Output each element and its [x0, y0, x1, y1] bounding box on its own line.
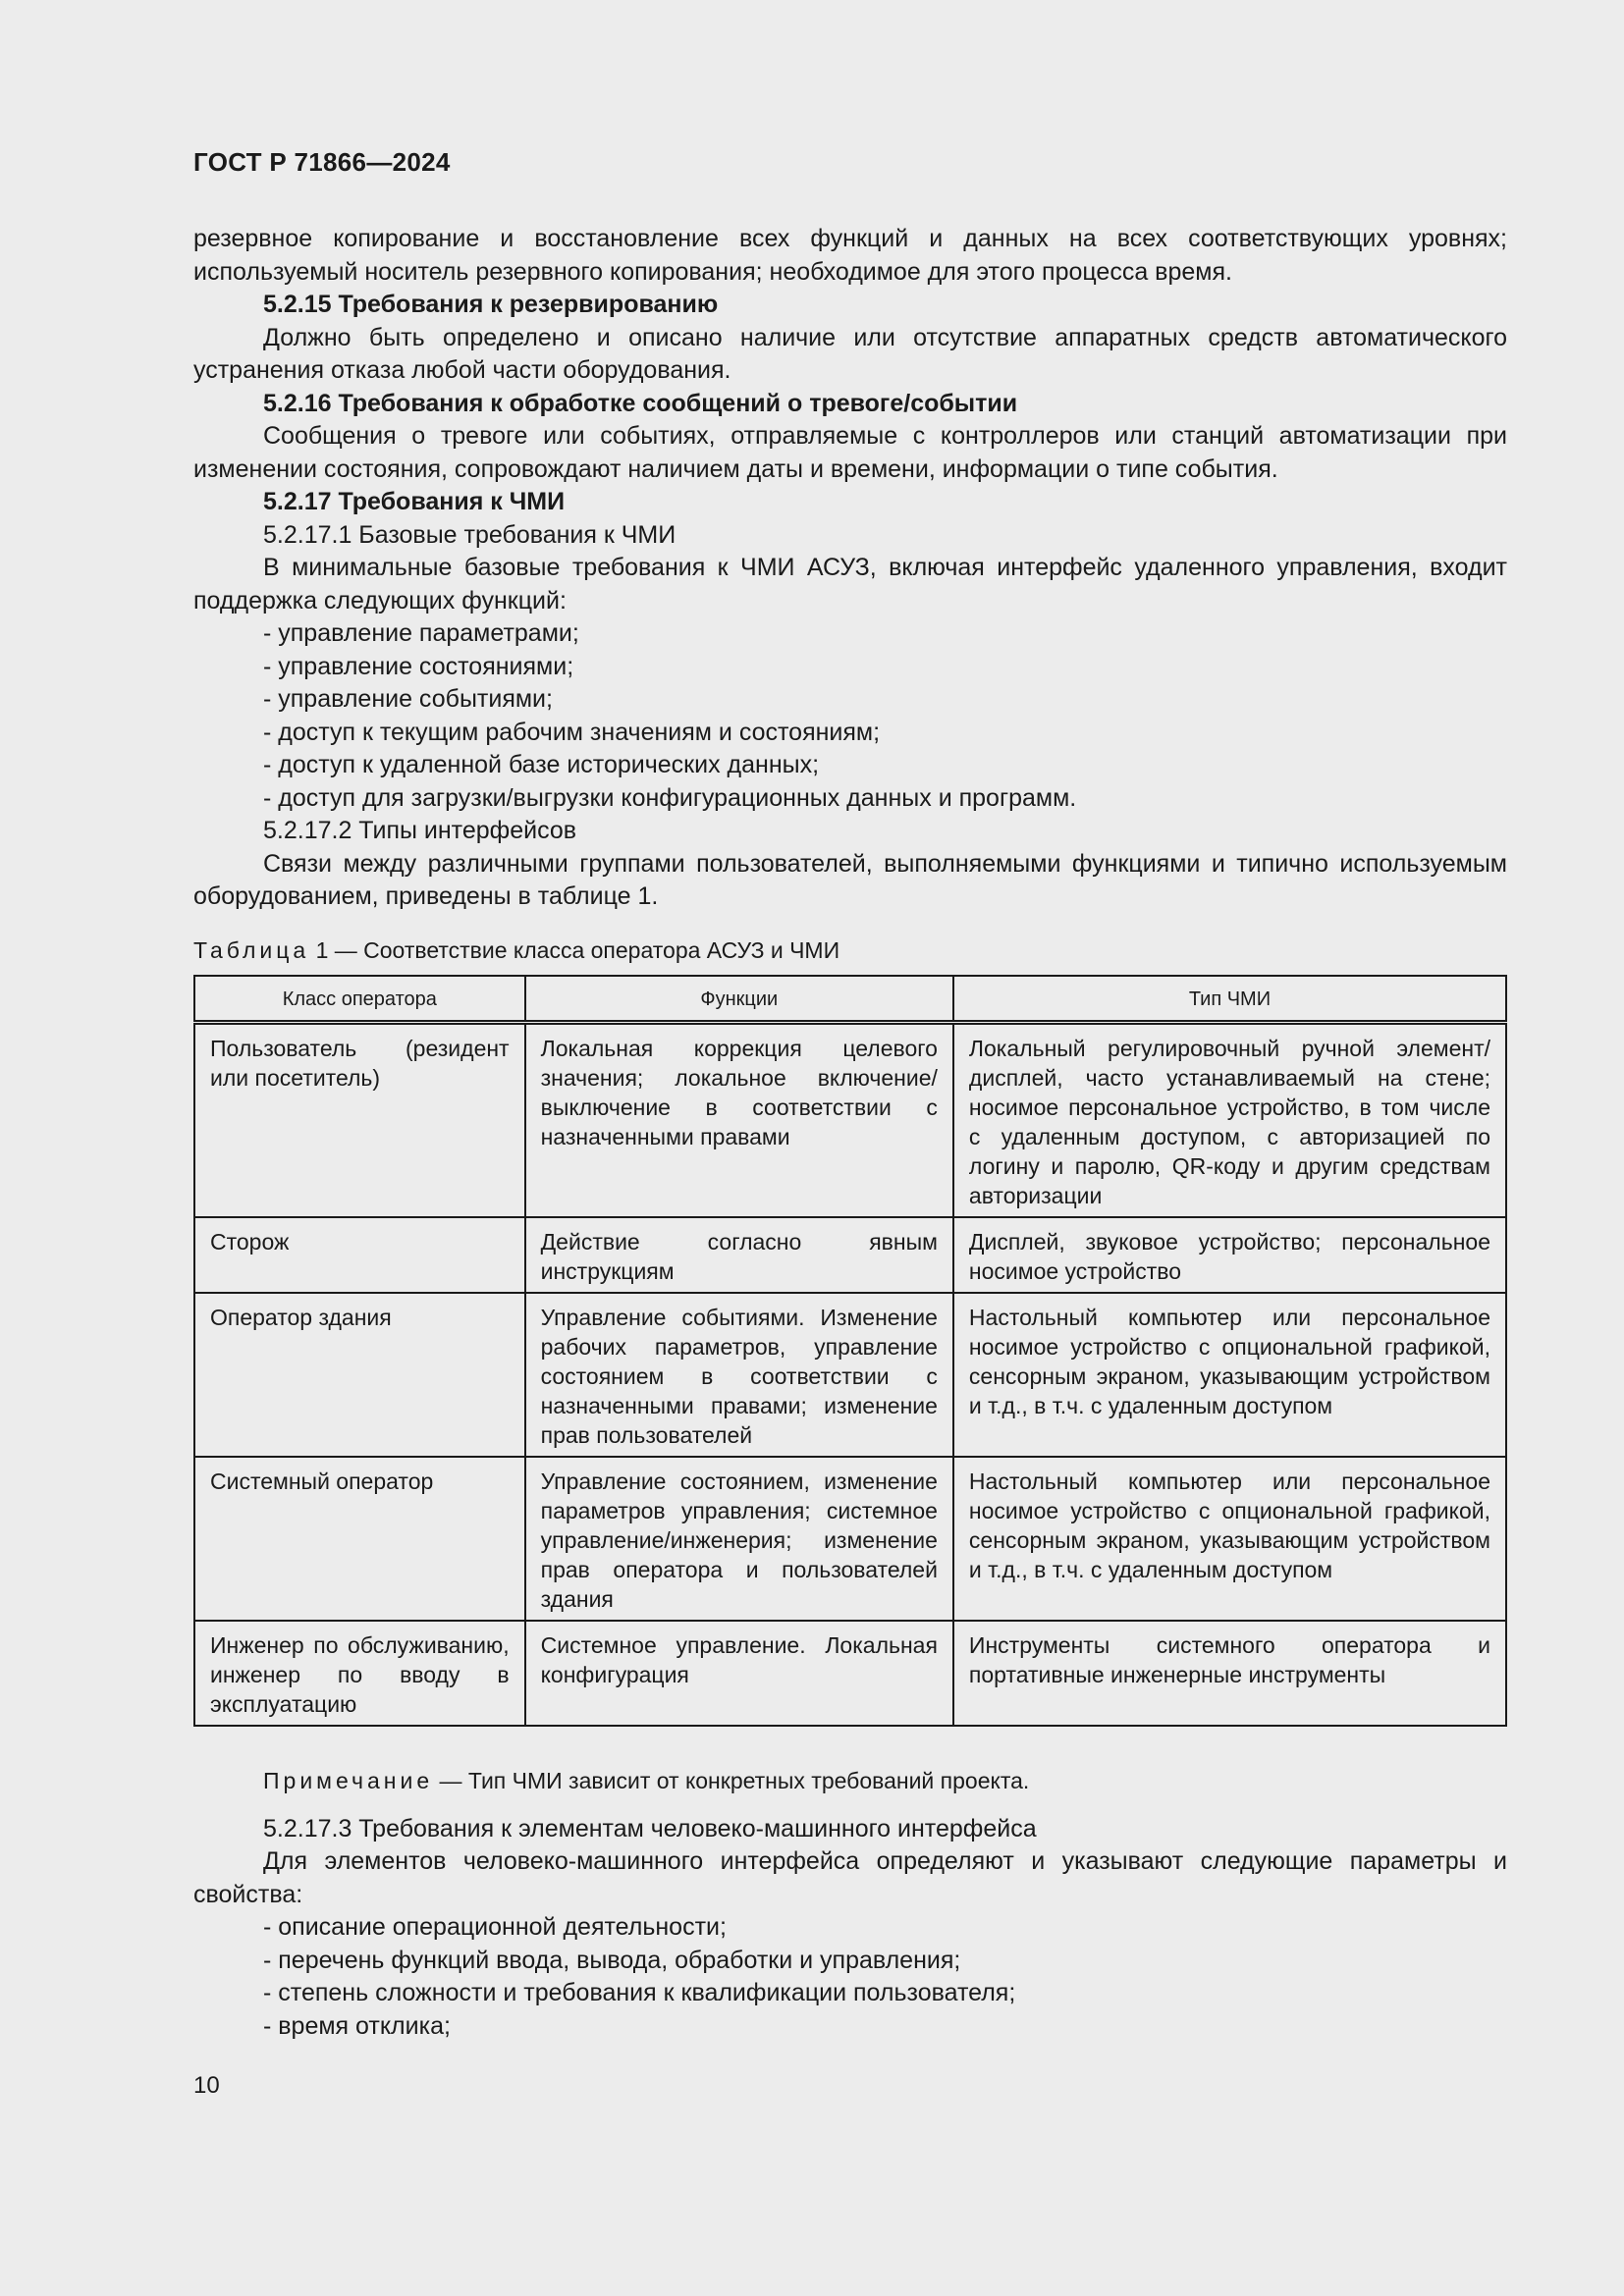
table-cell: Сторож	[194, 1217, 525, 1293]
list-item: - управление параметрами;	[263, 619, 579, 647]
list-item: - перечень функций ввода, вывода, обработки и управления;	[263, 1946, 961, 1974]
table-note	[193, 1766, 1507, 1795]
section-5-2-17-2-text: Связи между различными группами пользователей, выполняемыми функциями и типично используемым оборудованием, приведены в таблице 1.	[193, 849, 1507, 910]
table-caption-title: 1 — Соответствие класса оператора АСУЗ и ЧМИ	[309, 936, 840, 963]
section-5-2-17-3-text: Для элементов человеко-машинного интерфейса определяют и указывают следующие параметры и свойства:	[193, 1847, 1507, 1908]
list-item: - доступ для загрузки/выгрузки конфигурационных данных и программ.	[263, 783, 1077, 812]
list-item: - доступ к удаленной базе исторических данных;	[263, 751, 820, 778]
section-5-2-15-text: Должно быть определено и описано наличие или отсутствие аппаратных средств автоматического устранения отказа любой части оборудования.	[193, 323, 1507, 384]
table-cell: Локальный регулировочный ручной элемент/дисплей, часто устанавливаемый на стене; носимое персональное устройство, в том числе с удаленным доступом, с авторизацией по логину и паролю, QR-коду и другим средствам авторизации	[953, 1022, 1506, 1217]
section-5-2-17-2-heading: 5.2.17.2 Типы интерфейсов	[263, 817, 577, 844]
table-row	[194, 1293, 1506, 1457]
section-5-2-16-text: Сообщения о тревоге или событиях, отправляемые с контроллеров или станций автоматизации при изменении состояния, сопровождают наличием даты и времени, информации о типе события.	[193, 422, 1507, 483]
table-cell: Настольный компьютер или персональное носимое устройство с опциональной графикой, сенсорным экраном, указывающим устройством и т.д., в т.ч. с удаленным доступом	[953, 1457, 1506, 1621]
operator-class-table	[193, 975, 1507, 1727]
intro-paragraph: резервное копирование и восстановление всех функций и данных на всех соответствующих уровнях; используемый носитель резервного копирования; необходимое для этого процесса время.	[193, 225, 1507, 286]
note-text: — Тип ЧМИ зависит от конкретных требований проекта.	[433, 1767, 1030, 1793]
table-cell: Инструменты системного оператора и портативные инженерные инструменты	[953, 1621, 1506, 1726]
table-row	[194, 1457, 1506, 1621]
functions-list	[193, 617, 1507, 815]
column-header: Класс оператора	[194, 976, 525, 1023]
table-row	[194, 1621, 1506, 1726]
note-label: Примечание	[263, 1767, 434, 1793]
table-cell: Оператор здания	[194, 1293, 525, 1457]
table-cell: Управление состоянием, изменение параметров управления; системное управление/инженерия; изменение прав оператора и пользователей здания	[525, 1457, 953, 1621]
table-header-row	[194, 976, 1506, 1023]
column-header: Функции	[525, 976, 953, 1023]
table-cell: Локальная коррекция целевого значения; локальное включение/выключение в соответствии с назначенными правами	[525, 1022, 953, 1217]
table-cell: Пользователь (резидент или посетитель)	[194, 1022, 525, 1217]
table-caption-label: Таблица	[193, 936, 310, 963]
column-header: Тип ЧМИ	[953, 976, 1506, 1023]
table-caption	[193, 935, 1507, 965]
section-5-2-16-heading: 5.2.16 Требования к обработке сообщений о тревоге/событии	[263, 389, 1018, 417]
table-cell: Действие согласно явным инструкциям	[525, 1217, 953, 1293]
document-header: ГОСТ Р 71866—2024	[193, 147, 451, 177]
document-body	[193, 223, 1507, 2043]
table-cell: Системное управление. Локальная конфигурация	[525, 1621, 953, 1726]
table-row	[194, 1022, 1506, 1217]
section-5-2-17-heading: 5.2.17 Требования к ЧМИ	[263, 488, 566, 515]
table-cell: Инженер по обслуживанию, инженер по вводу в эксплуатацию	[194, 1621, 525, 1726]
list-item: - описание операционной деятельности;	[263, 1913, 727, 1941]
table-row	[194, 1217, 1506, 1293]
list-item: - степень сложности и требования к квалификации пользователя;	[263, 1979, 1016, 2006]
table-cell: Дисплей, звуковое устройство; персональное носимое устройство	[953, 1217, 1506, 1293]
section-5-2-15-heading: 5.2.15 Требования к резервированию	[263, 291, 719, 318]
list-item: - доступ к текущим рабочим значениям и состояниям;	[263, 718, 881, 746]
section-5-2-17-3-heading: 5.2.17.3 Требования к элементам человеко-машинного интерфейса	[263, 1814, 1037, 1842]
section-5-2-17-1-text: В минимальные базовые требования к ЧМИ АСУЗ, включая интерфейс удаленного управления, входит поддержка следующих функций:	[193, 554, 1507, 614]
page-number: 10	[193, 2072, 220, 2099]
table-cell: Управление событиями. Изменение рабочих параметров, управление состоянием в соответствии с назначенными правами; изменение прав пользователей	[525, 1293, 953, 1457]
section-5-2-17-1-heading: 5.2.17.1 Базовые требования к ЧМИ	[263, 520, 677, 549]
list-item: - время отклика;	[263, 2011, 451, 2040]
list-item: - управление состояниями;	[263, 652, 574, 680]
hmi-properties-list	[193, 1911, 1507, 2043]
table-cell: Системный оператор	[194, 1457, 525, 1621]
table-cell: Настольный компьютер или персональное носимое устройство с опциональной графикой, сенсорным экраном, указывающим устройством и т.д., в т.ч. с удаленным доступом	[953, 1293, 1506, 1457]
list-item: - управление событиями;	[263, 685, 553, 713]
